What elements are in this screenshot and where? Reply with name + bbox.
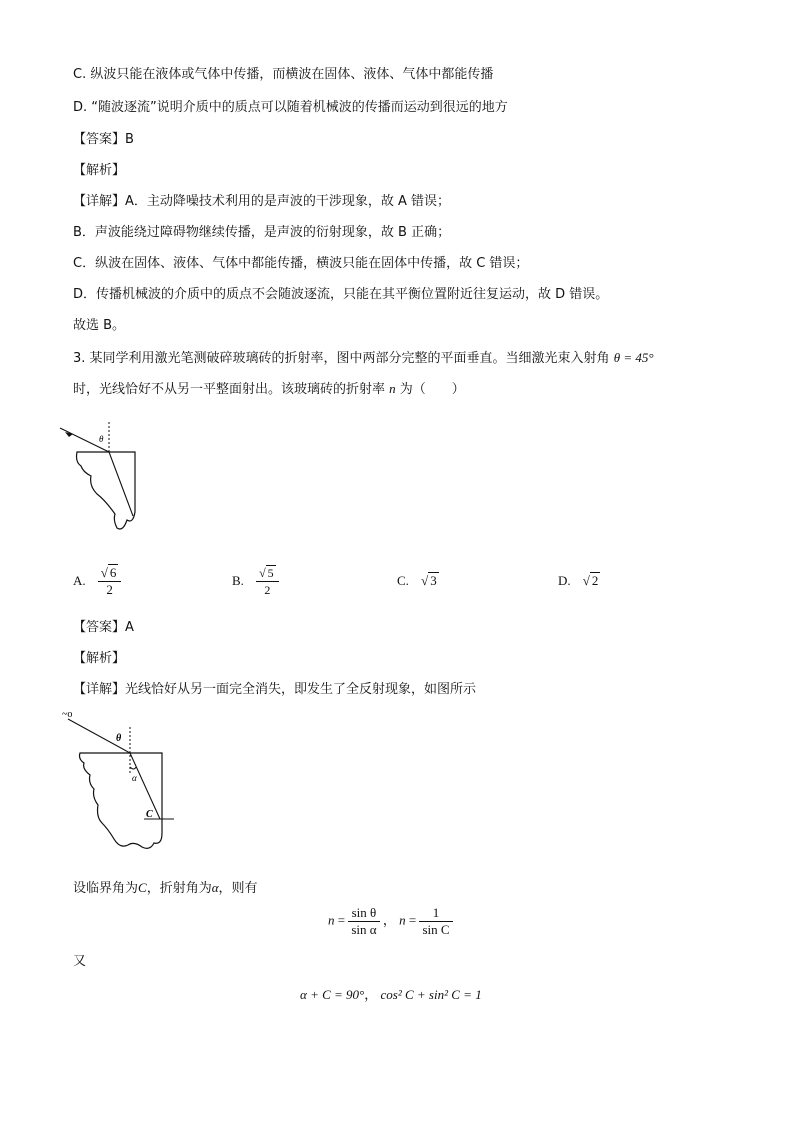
n-symbol: n xyxy=(389,381,396,396)
alpha-label: α xyxy=(132,773,137,783)
c-label: C xyxy=(146,809,153,820)
question-3-line-2 xyxy=(73,380,465,399)
c-symbol: C xyxy=(138,880,147,895)
corner-mark: ~o xyxy=(62,709,73,720)
also-text: 又 xyxy=(73,954,87,969)
setup-text: 设临界角为C，折射角为α，则有 xyxy=(73,880,258,896)
conclusion-text: 故选 B。 xyxy=(73,318,126,333)
option-a-denominator: 2 xyxy=(106,582,113,597)
refractive-index-equations: n = $\frac{\text{sin θ}}{\text{sin α}}$ ， n = $\frac{1}{\text{sin C}}$ xyxy=(328,905,453,938)
glass-brick-outline-2 xyxy=(80,753,163,848)
option-d-text: D. “随波逐流”说明介质中的质点可以随着机械波的传播而运动到很远的地方 xyxy=(73,100,508,115)
analysis-heading-1: 【解析】 xyxy=(73,163,126,178)
answer-heading-2: 【答案】A xyxy=(73,620,134,635)
refracted-ray-2 xyxy=(130,753,160,819)
eq2-numerator: 1 xyxy=(419,905,452,922)
option-b-label: B. xyxy=(232,573,244,588)
glass-brick-outline xyxy=(77,452,136,529)
refracted-ray xyxy=(109,452,133,516)
analysis-heading-2: 【解析】 xyxy=(73,651,126,666)
question-3-stem: 3. 某同学利用激光笔测破碎玻璃砖的折射率，图中两部分完整的平面垂直。当细激光束入射角 xyxy=(73,351,610,366)
option-c-text: C. 纵波只能在液体或气体中传播，而横波在固体、液体、气体中都能传播 xyxy=(73,67,494,82)
question-3-blank: 为（ ） xyxy=(399,382,465,397)
option-b-radicand: 5 xyxy=(267,566,274,580)
option-d-label: D. xyxy=(558,573,571,588)
answer-heading-1: 【答案】B xyxy=(73,132,134,147)
eq1-numerator: sin θ xyxy=(348,905,379,922)
eq1-denominator: sin α xyxy=(351,922,377,937)
angle-relation-equation: α + C = 90°， cos² C + sin² C = 1 xyxy=(300,987,482,1002)
option-a[interactable]: A. $\frac{√ 6}{2}$ xyxy=(73,565,121,598)
glass-brick-figure xyxy=(55,420,145,540)
option-c[interactable]: C. √ 3 xyxy=(397,573,437,588)
option-a-label: A. xyxy=(73,573,86,588)
detail-b-text: B．声波能绕过障碍物继续传播，是声波的衍射现象，故 B 正确； xyxy=(73,225,451,240)
detail-a-text: 【详解】A．主动降噪技术利用的是声波的干涉现象，故 A 错误； xyxy=(73,194,451,209)
question-3-stem-cont: 时，光线恰好不从另一平整面射出。该玻璃砖的折射率 xyxy=(73,382,386,397)
eq2-denominator: sin C xyxy=(422,922,450,937)
detail-c-text: C．纵波在固体、液体、气体中都能传播，横波只能在固体中传播，故 C 错误； xyxy=(73,256,529,271)
eq4: cos² C + sin² C = 1 xyxy=(380,987,482,1002)
detail-d-text: D．传播机械波的介质中的质点不会随波逐流，只能在其平衡位置附近往复运动，故 D 错误。 xyxy=(73,287,609,302)
option-d[interactable]: D. √ 2 xyxy=(558,573,599,588)
detail-2-text: 【详解】光线恰好从另一面完全消失，即发生了全反射现象，如图所示 xyxy=(73,682,477,697)
theta-label: θ xyxy=(99,434,104,444)
theta-label-2: θ xyxy=(116,733,122,744)
question-3-line-1 xyxy=(73,349,654,368)
option-a-radicand: 6 xyxy=(109,565,117,580)
option-c-label: C. xyxy=(397,573,409,588)
alpha-symbol: α xyxy=(211,880,219,895)
option-b-denominator: 2 xyxy=(264,583,271,597)
option-d-radicand: 2 xyxy=(591,573,599,588)
option-c-radicand: 3 xyxy=(430,573,437,588)
total-reflection-figure xyxy=(58,705,188,855)
theta-condition: θ = 45° xyxy=(613,350,654,365)
eq3: α + C = 90° xyxy=(300,987,365,1002)
option-b[interactable]: B. $\frac{√ 5}{2}$ xyxy=(232,565,279,598)
alpha-arc xyxy=(130,767,136,769)
